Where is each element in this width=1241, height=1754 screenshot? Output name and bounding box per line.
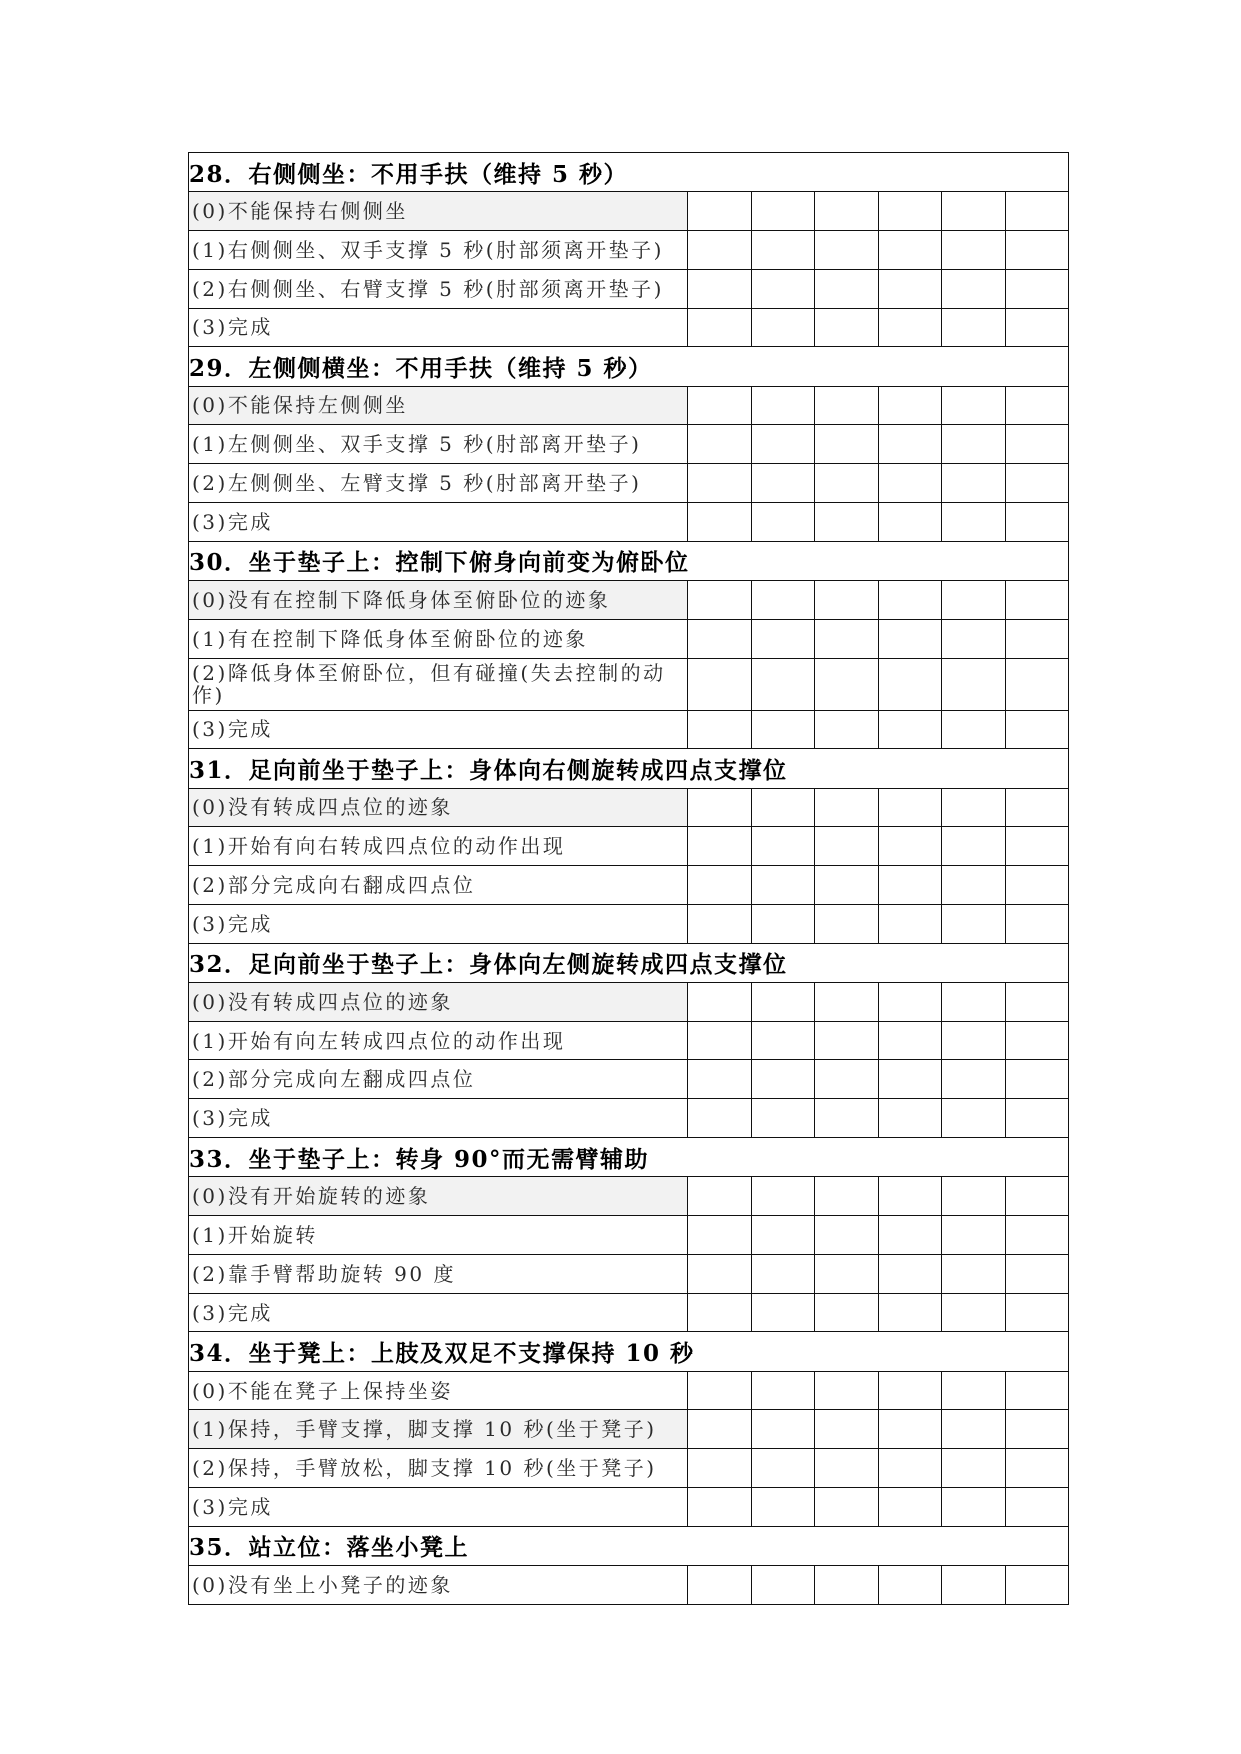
score-cell — [815, 1021, 879, 1060]
score-cell — [942, 710, 1006, 749]
option-row — [189, 192, 1069, 231]
score-cell — [1005, 269, 1069, 308]
score-cell — [751, 1254, 815, 1293]
option-row — [189, 464, 1069, 503]
score-cell — [1005, 1021, 1069, 1060]
score-cell — [688, 1293, 752, 1332]
option-row — [189, 308, 1069, 347]
score-cell — [688, 982, 752, 1021]
score-cell — [815, 658, 879, 710]
score-cell — [942, 230, 1006, 269]
score-cell — [1005, 1216, 1069, 1255]
option-label: (3)完成 — [189, 710, 688, 749]
score-cell — [878, 269, 942, 308]
score-cell — [751, 1099, 815, 1138]
score-cell — [878, 464, 942, 503]
item-header-row — [189, 943, 1069, 982]
option-row — [189, 904, 1069, 943]
score-cell — [878, 425, 942, 464]
score-cell — [688, 1371, 752, 1410]
score-cell — [942, 827, 1006, 866]
score-cell — [878, 192, 942, 231]
item-title: 33．坐于垫子上：转身 90°而无需臂辅助 — [189, 1138, 1069, 1177]
option-row — [189, 1060, 1069, 1099]
score-cell — [942, 425, 1006, 464]
item-header-row — [189, 1138, 1069, 1177]
score-cell — [878, 230, 942, 269]
score-cell — [815, 1216, 879, 1255]
score-cell — [942, 1566, 1006, 1605]
item-title: 31．足向前坐于垫子上：身体向右侧旋转成四点支撑位 — [189, 749, 1069, 788]
score-cell — [815, 269, 879, 308]
score-cell — [1005, 1371, 1069, 1410]
option-row — [189, 619, 1069, 658]
item-header-row — [189, 749, 1069, 788]
option-row — [189, 827, 1069, 866]
score-cell — [942, 788, 1006, 827]
score-cell — [1005, 1177, 1069, 1216]
score-cell — [942, 464, 1006, 503]
option-label: (1)保持，手臂支撑，脚支撑 10 秒(坐于凳子) — [189, 1410, 688, 1449]
score-cell — [942, 192, 1006, 231]
score-cell — [751, 1216, 815, 1255]
score-cell — [751, 1021, 815, 1060]
option-row — [189, 788, 1069, 827]
score-cell — [751, 866, 815, 905]
option-row — [189, 866, 1069, 905]
item-title: 32．足向前坐于垫子上：身体向左侧旋转成四点支撑位 — [189, 943, 1069, 982]
option-label: (1)开始有向右转成四点位的动作出现 — [189, 827, 688, 866]
option-label: (0)不能在凳子上保持坐姿 — [189, 1371, 688, 1410]
score-cell — [815, 1060, 879, 1099]
score-cell — [751, 230, 815, 269]
score-cell — [815, 1371, 879, 1410]
score-cell — [942, 1449, 1006, 1488]
item-header-row — [189, 1332, 1069, 1371]
option-label: (0)没有转成四点位的迹象 — [189, 982, 688, 1021]
option-row — [189, 1021, 1069, 1060]
score-cell — [942, 658, 1006, 710]
score-cell — [815, 1254, 879, 1293]
item-title: 29．左侧侧横坐：不用手扶（维持 5 秒） — [189, 347, 1069, 386]
score-cell — [1005, 866, 1069, 905]
option-label: (1)有在控制下降低身体至俯卧位的迹象 — [189, 619, 688, 658]
option-label: (1)右侧侧坐、双手支撑 5 秒(肘部须离开垫子) — [189, 230, 688, 269]
option-label: (3)完成 — [189, 1099, 688, 1138]
score-cell — [815, 1177, 879, 1216]
score-cell — [1005, 710, 1069, 749]
score-cell — [815, 619, 879, 658]
score-cell — [688, 827, 752, 866]
option-row — [189, 1449, 1069, 1488]
score-cell — [815, 230, 879, 269]
option-row — [189, 1177, 1069, 1216]
option-label: (2)保持，手臂放松，脚支撑 10 秒(坐于凳子) — [189, 1449, 688, 1488]
score-cell — [688, 230, 752, 269]
item-header-row — [189, 347, 1069, 386]
option-label: (1)左侧侧坐、双手支撑 5 秒(肘部离开垫子) — [189, 425, 688, 464]
score-cell — [1005, 982, 1069, 1021]
score-cell — [688, 1021, 752, 1060]
score-cell — [751, 308, 815, 347]
score-cell — [688, 1099, 752, 1138]
item-header-row — [189, 153, 1069, 192]
score-cell — [942, 269, 1006, 308]
score-cell — [878, 386, 942, 425]
option-row — [189, 982, 1069, 1021]
score-cell — [1005, 788, 1069, 827]
score-cell — [751, 710, 815, 749]
option-row — [189, 386, 1069, 425]
option-row — [189, 1099, 1069, 1138]
option-row — [189, 269, 1069, 308]
score-cell — [688, 866, 752, 905]
option-row — [189, 658, 1069, 710]
option-row — [189, 1254, 1069, 1293]
score-cell — [688, 386, 752, 425]
score-cell — [1005, 425, 1069, 464]
score-cell — [751, 827, 815, 866]
score-cell — [688, 658, 752, 710]
score-cell — [1005, 230, 1069, 269]
option-label: (2)降低身体至俯卧位，但有碰撞(失去控制的动作) — [189, 658, 688, 710]
option-label: (2)左侧侧坐、左臂支撑 5 秒(肘部离开垫子) — [189, 464, 688, 503]
score-cell — [815, 904, 879, 943]
score-cell — [815, 1410, 879, 1449]
score-cell — [688, 464, 752, 503]
score-cell — [751, 386, 815, 425]
score-cell — [751, 425, 815, 464]
score-cell — [878, 1410, 942, 1449]
score-cell — [878, 1060, 942, 1099]
score-cell — [815, 710, 879, 749]
score-cell — [878, 502, 942, 541]
score-cell — [751, 619, 815, 658]
score-cell — [878, 827, 942, 866]
table-body — [189, 153, 1069, 1605]
option-row — [189, 1566, 1069, 1605]
score-cell — [1005, 1060, 1069, 1099]
score-cell — [751, 904, 815, 943]
score-cell — [878, 619, 942, 658]
score-cell — [751, 658, 815, 710]
score-cell — [942, 308, 1006, 347]
option-row — [189, 230, 1069, 269]
score-cell — [1005, 1254, 1069, 1293]
score-cell — [942, 1060, 1006, 1099]
score-cell — [942, 580, 1006, 619]
score-cell — [751, 1566, 815, 1605]
option-row — [189, 710, 1069, 749]
item-title: 30．坐于垫子上：控制下俯身向前变为俯卧位 — [189, 541, 1069, 580]
option-label: (1)开始有向左转成四点位的动作出现 — [189, 1021, 688, 1060]
score-cell — [688, 904, 752, 943]
score-cell — [1005, 464, 1069, 503]
score-cell — [942, 904, 1006, 943]
score-cell — [688, 502, 752, 541]
score-cell — [751, 982, 815, 1021]
score-cell — [878, 1449, 942, 1488]
score-cell — [942, 1099, 1006, 1138]
score-cell — [942, 982, 1006, 1021]
option-row — [189, 580, 1069, 619]
score-cell — [815, 192, 879, 231]
score-cell — [815, 425, 879, 464]
score-cell — [688, 580, 752, 619]
score-cell — [878, 658, 942, 710]
score-cell — [688, 710, 752, 749]
score-cell — [688, 269, 752, 308]
score-cell — [942, 619, 1006, 658]
score-cell — [878, 710, 942, 749]
score-cell — [878, 904, 942, 943]
option-row — [189, 1410, 1069, 1449]
score-cell — [942, 1216, 1006, 1255]
score-cell — [942, 386, 1006, 425]
score-cell — [1005, 827, 1069, 866]
score-cell — [942, 1488, 1006, 1527]
score-cell — [815, 1566, 879, 1605]
score-cell — [878, 1216, 942, 1255]
score-cell — [688, 1410, 752, 1449]
score-cell — [878, 580, 942, 619]
score-cell — [688, 1566, 752, 1605]
option-label: (0)没有开始旋转的迹象 — [189, 1177, 688, 1216]
score-cell — [1005, 1099, 1069, 1138]
score-cell — [815, 308, 879, 347]
score-cell — [878, 1566, 942, 1605]
score-cell — [751, 1449, 815, 1488]
score-cell — [1005, 1566, 1069, 1605]
score-cell — [942, 1021, 1006, 1060]
option-label: (1)开始旋转 — [189, 1216, 688, 1255]
option-label: (2)部分完成向右翻成四点位 — [189, 866, 688, 905]
score-cell — [815, 1449, 879, 1488]
option-label: (3)完成 — [189, 1293, 688, 1332]
score-cell — [815, 1293, 879, 1332]
item-header-row — [189, 541, 1069, 580]
score-cell — [878, 1021, 942, 1060]
score-cell — [688, 619, 752, 658]
option-row — [189, 425, 1069, 464]
score-cell — [688, 1488, 752, 1527]
score-cell — [815, 827, 879, 866]
score-cell — [1005, 1449, 1069, 1488]
score-cell — [751, 580, 815, 619]
score-cell — [815, 866, 879, 905]
score-cell — [878, 1293, 942, 1332]
option-label: (0)没有在控制下降低身体至俯卧位的迹象 — [189, 580, 688, 619]
score-cell — [751, 502, 815, 541]
score-cell — [688, 788, 752, 827]
score-cell — [751, 1488, 815, 1527]
option-label: (2)部分完成向左翻成四点位 — [189, 1060, 688, 1099]
score-cell — [688, 425, 752, 464]
score-cell — [751, 1177, 815, 1216]
score-cell — [878, 1177, 942, 1216]
score-cell — [751, 1371, 815, 1410]
score-cell — [1005, 904, 1069, 943]
option-label: (3)完成 — [189, 308, 688, 347]
score-cell — [878, 1488, 942, 1527]
score-cell — [751, 1410, 815, 1449]
score-cell — [878, 308, 942, 347]
assessment-table — [188, 152, 1069, 1605]
item-title: 28．右侧侧坐：不用手扶（维持 5 秒） — [189, 153, 1069, 192]
score-cell — [878, 788, 942, 827]
score-cell — [878, 1254, 942, 1293]
score-cell — [878, 866, 942, 905]
score-cell — [688, 192, 752, 231]
score-cell — [688, 1216, 752, 1255]
score-cell — [815, 580, 879, 619]
score-cell — [878, 982, 942, 1021]
option-label: (0)不能保持左侧侧坐 — [189, 386, 688, 425]
score-cell — [942, 1177, 1006, 1216]
option-label: (0)没有坐上小凳子的迹象 — [189, 1566, 688, 1605]
score-cell — [1005, 308, 1069, 347]
option-row — [189, 1293, 1069, 1332]
item-title: 35．站立位：落坐小凳上 — [189, 1526, 1069, 1565]
option-row — [189, 1371, 1069, 1410]
score-cell — [815, 464, 879, 503]
item-title: 34．坐于凳上：上肢及双足不支撑保持 10 秒 — [189, 1332, 1069, 1371]
score-cell — [1005, 658, 1069, 710]
option-row — [189, 1216, 1069, 1255]
score-cell — [942, 1410, 1006, 1449]
score-cell — [688, 1254, 752, 1293]
score-cell — [688, 1177, 752, 1216]
score-cell — [942, 502, 1006, 541]
score-cell — [1005, 502, 1069, 541]
score-cell — [1005, 386, 1069, 425]
score-cell — [751, 464, 815, 503]
option-label: (3)完成 — [189, 1488, 688, 1527]
score-cell — [1005, 619, 1069, 658]
option-row — [189, 1488, 1069, 1527]
score-cell — [942, 1371, 1006, 1410]
option-label: (2)右侧侧坐、右臂支撑 5 秒(肘部须离开垫子) — [189, 269, 688, 308]
score-cell — [878, 1099, 942, 1138]
score-cell — [751, 788, 815, 827]
score-cell — [688, 308, 752, 347]
option-label: (0)没有转成四点位的迹象 — [189, 788, 688, 827]
option-label: (0)不能保持右侧侧坐 — [189, 192, 688, 231]
score-cell — [815, 1099, 879, 1138]
score-cell — [751, 192, 815, 231]
score-cell — [815, 788, 879, 827]
score-cell — [942, 1293, 1006, 1332]
score-cell — [688, 1449, 752, 1488]
score-cell — [942, 866, 1006, 905]
score-cell — [751, 1060, 815, 1099]
score-cell — [751, 1293, 815, 1332]
score-cell — [815, 502, 879, 541]
score-cell — [1005, 1410, 1069, 1449]
item-header-row — [189, 1526, 1069, 1565]
score-cell — [688, 1060, 752, 1099]
score-cell — [815, 386, 879, 425]
score-cell — [815, 982, 879, 1021]
score-cell — [1005, 192, 1069, 231]
option-label: (3)完成 — [189, 502, 688, 541]
score-cell — [1005, 1293, 1069, 1332]
score-cell — [878, 1371, 942, 1410]
score-cell — [815, 1488, 879, 1527]
score-cell — [1005, 580, 1069, 619]
option-row — [189, 502, 1069, 541]
score-cell — [1005, 1488, 1069, 1527]
option-label: (2)靠手臂帮助旋转 90 度 — [189, 1254, 688, 1293]
option-label: (3)完成 — [189, 904, 688, 943]
score-cell — [942, 1254, 1006, 1293]
score-cell — [751, 269, 815, 308]
